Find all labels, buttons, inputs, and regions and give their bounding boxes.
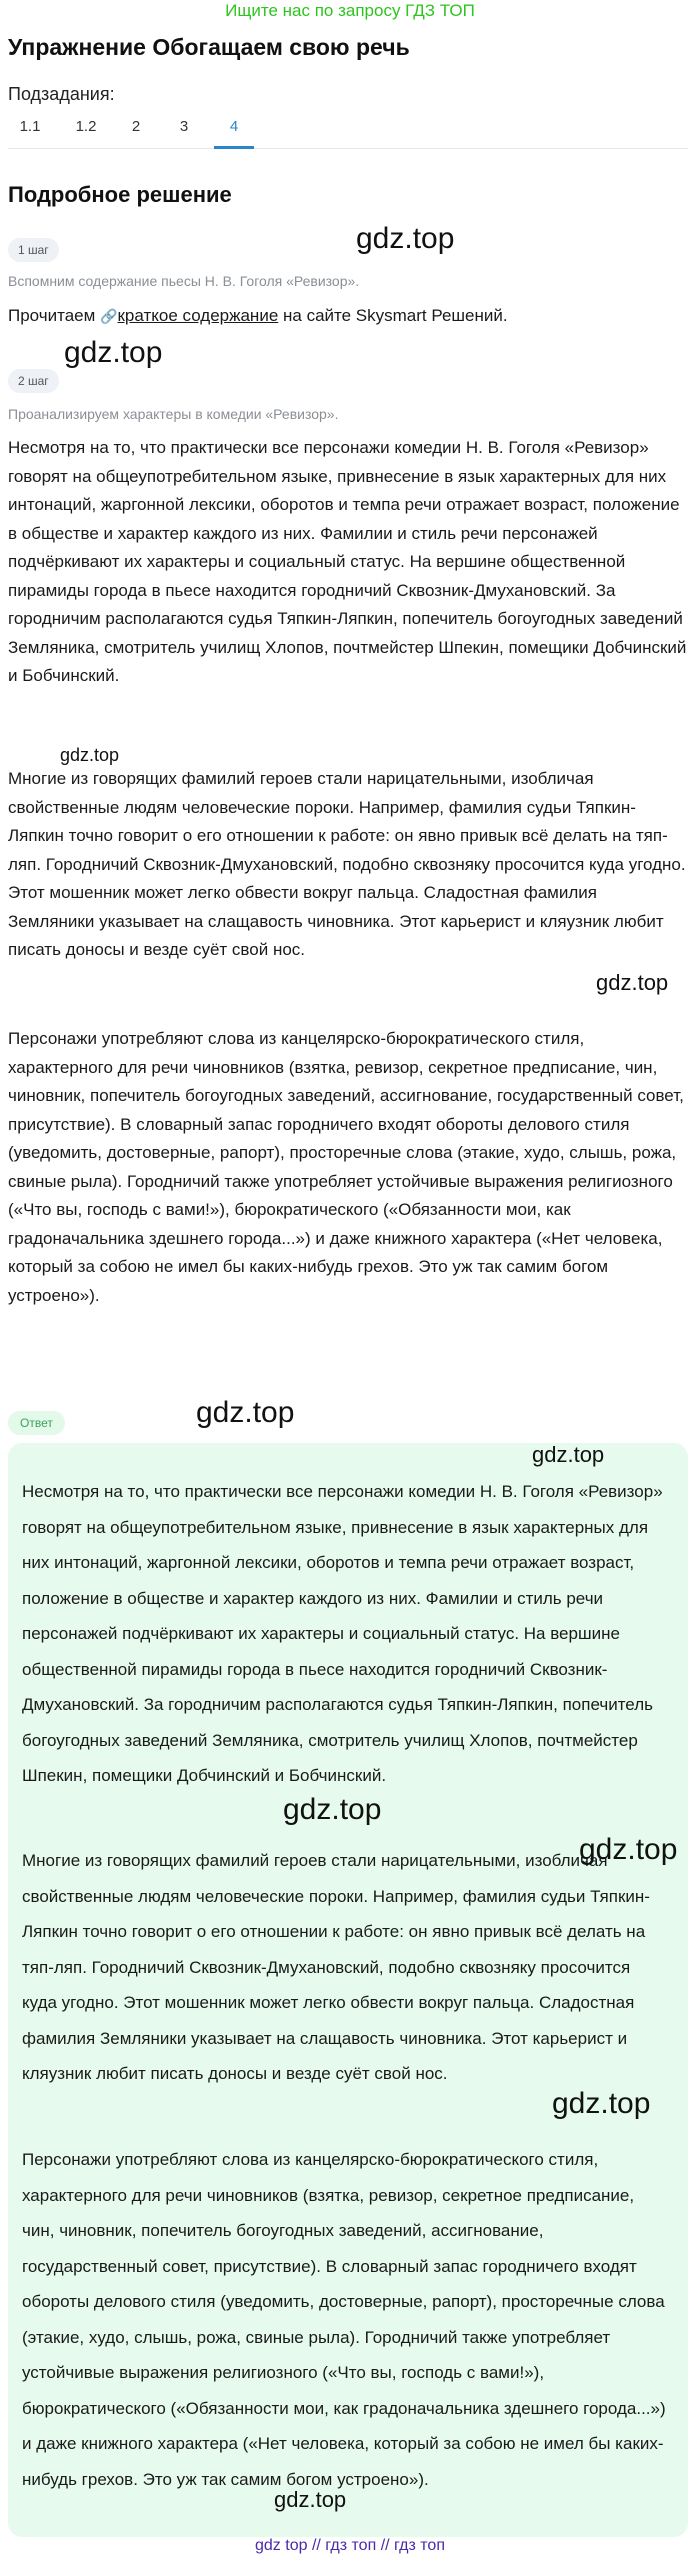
summary-link[interactable]: краткое содержание [117,306,279,325]
watermark: gdz.top [532,1442,605,1467]
answer-paragraph-3: Персонажи употребляют слова из канцелярско-бюрократического стиля, характерного для речи чиновников (взятка, ревизор, секретное предписание, чин, чиновник, попечитель богоугодных заведений, ассигнование, государственный совет, присутствие). В словарный запас городничего входят обороты делового стиля (уведомить, достоверные, рапорт), просторечные слова (этакие, худо, слышь, рожа, свиные рыла). Городничий также употребляет устойчивые выражения религиозного («Что вы, господь с вами!»), бюрократического («Обязанности мои, как градоначальника здешнего города...») и даже книжного характера («Нет человека, который за собою не имел бы каких-нибудь грехов. Это уж так самим богом устроено»). [22,2150,666,2489]
step-1-hint: Вспомним содержание пьесы Н. В. Гоголя «Ревизор». [8,273,360,289]
solution-title: Подробное решение [8,182,232,207]
watermark: gdz.top [356,222,455,255]
watermark: gdz.top [274,2487,347,2512]
watermark: gdz.top [196,1396,295,1429]
promo-banner: Ищите нас по запросу ГДЗ ТОП [225,1,475,20]
tab-4[interactable]: 4 [229,118,239,135]
watermark: gdz.top [552,2087,651,2120]
tab-2[interactable]: 2 [131,118,141,135]
step-1-text-before: Прочитаем [8,306,96,325]
step-2-paragraph-3: Персонажи употребляют слова из канцелярско-бюрократического стиля, характерного для речи чиновников (взятка, ревизор, секретное предписание, чин, чиновник, попечитель богоугодных заведений, ассигнование, государственный совет, присутствие). В словарный запас городничего входят обороты делового стиля (уведомить, достоверные, рапорт), просторечные слова (этакие, худо, слышь, рожа, свиные рыла). Городничий также употребляет устойчивые выражения религиозного («Что вы, господь с вами!»), бюрократического («Обязанности мои, как градоначальника здешнего города...») и даже книжного характера («Нет человека, который за собою не имел бы каких-нибудь грехов. Это уж так самим богом устроено»). [8,1029,684,1305]
active-tab-indicator [214,146,254,149]
watermark: gdz.top [596,970,669,995]
step-2-hint: Проанализируем характеры в комедии «Ревизор». [8,406,339,422]
watermark: gdz.top [283,1793,382,1826]
answer-badge: Ответ [8,1411,65,1435]
tab-3[interactable]: 3 [179,118,189,135]
subtasks-label: Подзадания: [8,84,115,104]
answer-paragraph-2: Многие из говорящих фамилий героев стали нарицательными, изобличая свойственные людям человеческие пороки. Например, фамилия судьи Тяпкин-Ляпкин точно говорит о его отношении к работе: он явно привык всё делать на тяп-ляп. Городничий Сквозник-Дмухановский, подобно сквозняку просочится куда угодно. Этот мошенник может легко обвести вокруг пальца. Сладостная фамилия Земляники указывает на слащавость чиновника. Этот карьерист и кляузник любит писать доносы и везде суёт свой нос. [22,1851,650,2083]
watermark: gdz.top [60,745,120,765]
footer-separator: // [380,2537,390,2554]
link-icon: 🔗 [100,308,118,324]
step-1-badge: 1 шаг [8,238,59,262]
tab-1-2[interactable]: 1.2 [75,118,97,135]
answer-paragraph-1: Несмотря на то, что практически все персонажи комедии Н. В. Гоголя «Ревизор» говорят на общеупотребительном языке, привнесение в язык характерных для них интонаций, жаргонной лексики, оборотов и темпа речи отражает возраст, положение в обществе и характер каждого из них. Фамилии и стиль речи персонажей подчёркивают их характеры и социальный статус. На вершине общественной пирамиды города в пьесе находится городничий Сквозник-Дмухановский. За городничим располагаются судья Тяпкин-Ляпкин, попечитель богоугодных заведений Земляника, смотритель училищ Хлопов, почтмейстер Шпекин, помещики Добчинский и Бобчинский. [22,1482,663,1785]
footer-link-1[interactable]: gdz top [255,2537,308,2554]
step-1-text-after: на сайте Skysmart Решений. [283,306,508,325]
footer-link-2[interactable]: гдз топ [325,2537,377,2554]
step-2-badge: 2 шаг [8,369,59,393]
step-2-paragraph-2: Многие из говорящих фамилий героев стали нарицательными, изобличая свойственные людям человеческие пороки. Например, фамилия судьи Тяпкин-Ляпкин точно говорит о его отношении к работе: он явно привык всё делать на тяп-ляп. Городничий Сквозник-Дмухановский, подобно сквозняку просочится куда угодно. Этот мошенник может легко обвести вокруг пальца. Сладостная фамилия Земляники указывает на слащавость чиновника. Этот карьерист и кляузник любит писать доносы и везде суёт свой нос. [8,769,686,959]
subtask-tabs [8,112,688,149]
watermark: gdz.top [579,1833,678,1866]
watermark: gdz.top [64,336,163,369]
step-2-paragraph-1: Несмотря на то, что практически все персонажи комедии Н. В. Гоголя «Ревизор» говорят на общеупотребительном языке, привнесение в язык характерных для них интонаций, жаргонной лексики, оборотов и темпа речи отражает возраст, положение в обществе и характер каждого из них. Фамилии и стиль речи персонажей подчёркивают их характеры и социальный статус. На вершине общественной пирамиды города в пьесе находится городничий Сквозник-Дмухановский. За городничим располагаются судья Тяпкин-Ляпкин, попечитель богоугодных заведений Земляника, смотритель училищ Хлопов, почтмейстер Шпекин, помещики Добчинский и Бобчинский. [8,438,687,685]
footer-links [0,2537,700,2555]
footer-separator: // [311,2537,321,2554]
step-1-text [8,302,688,331]
footer-link-3[interactable]: гдз топ [394,2537,445,2554]
tab-1-1[interactable]: 1.1 [19,118,41,135]
exercise-title: Упражнение Обогащаем свою речь [8,34,410,60]
